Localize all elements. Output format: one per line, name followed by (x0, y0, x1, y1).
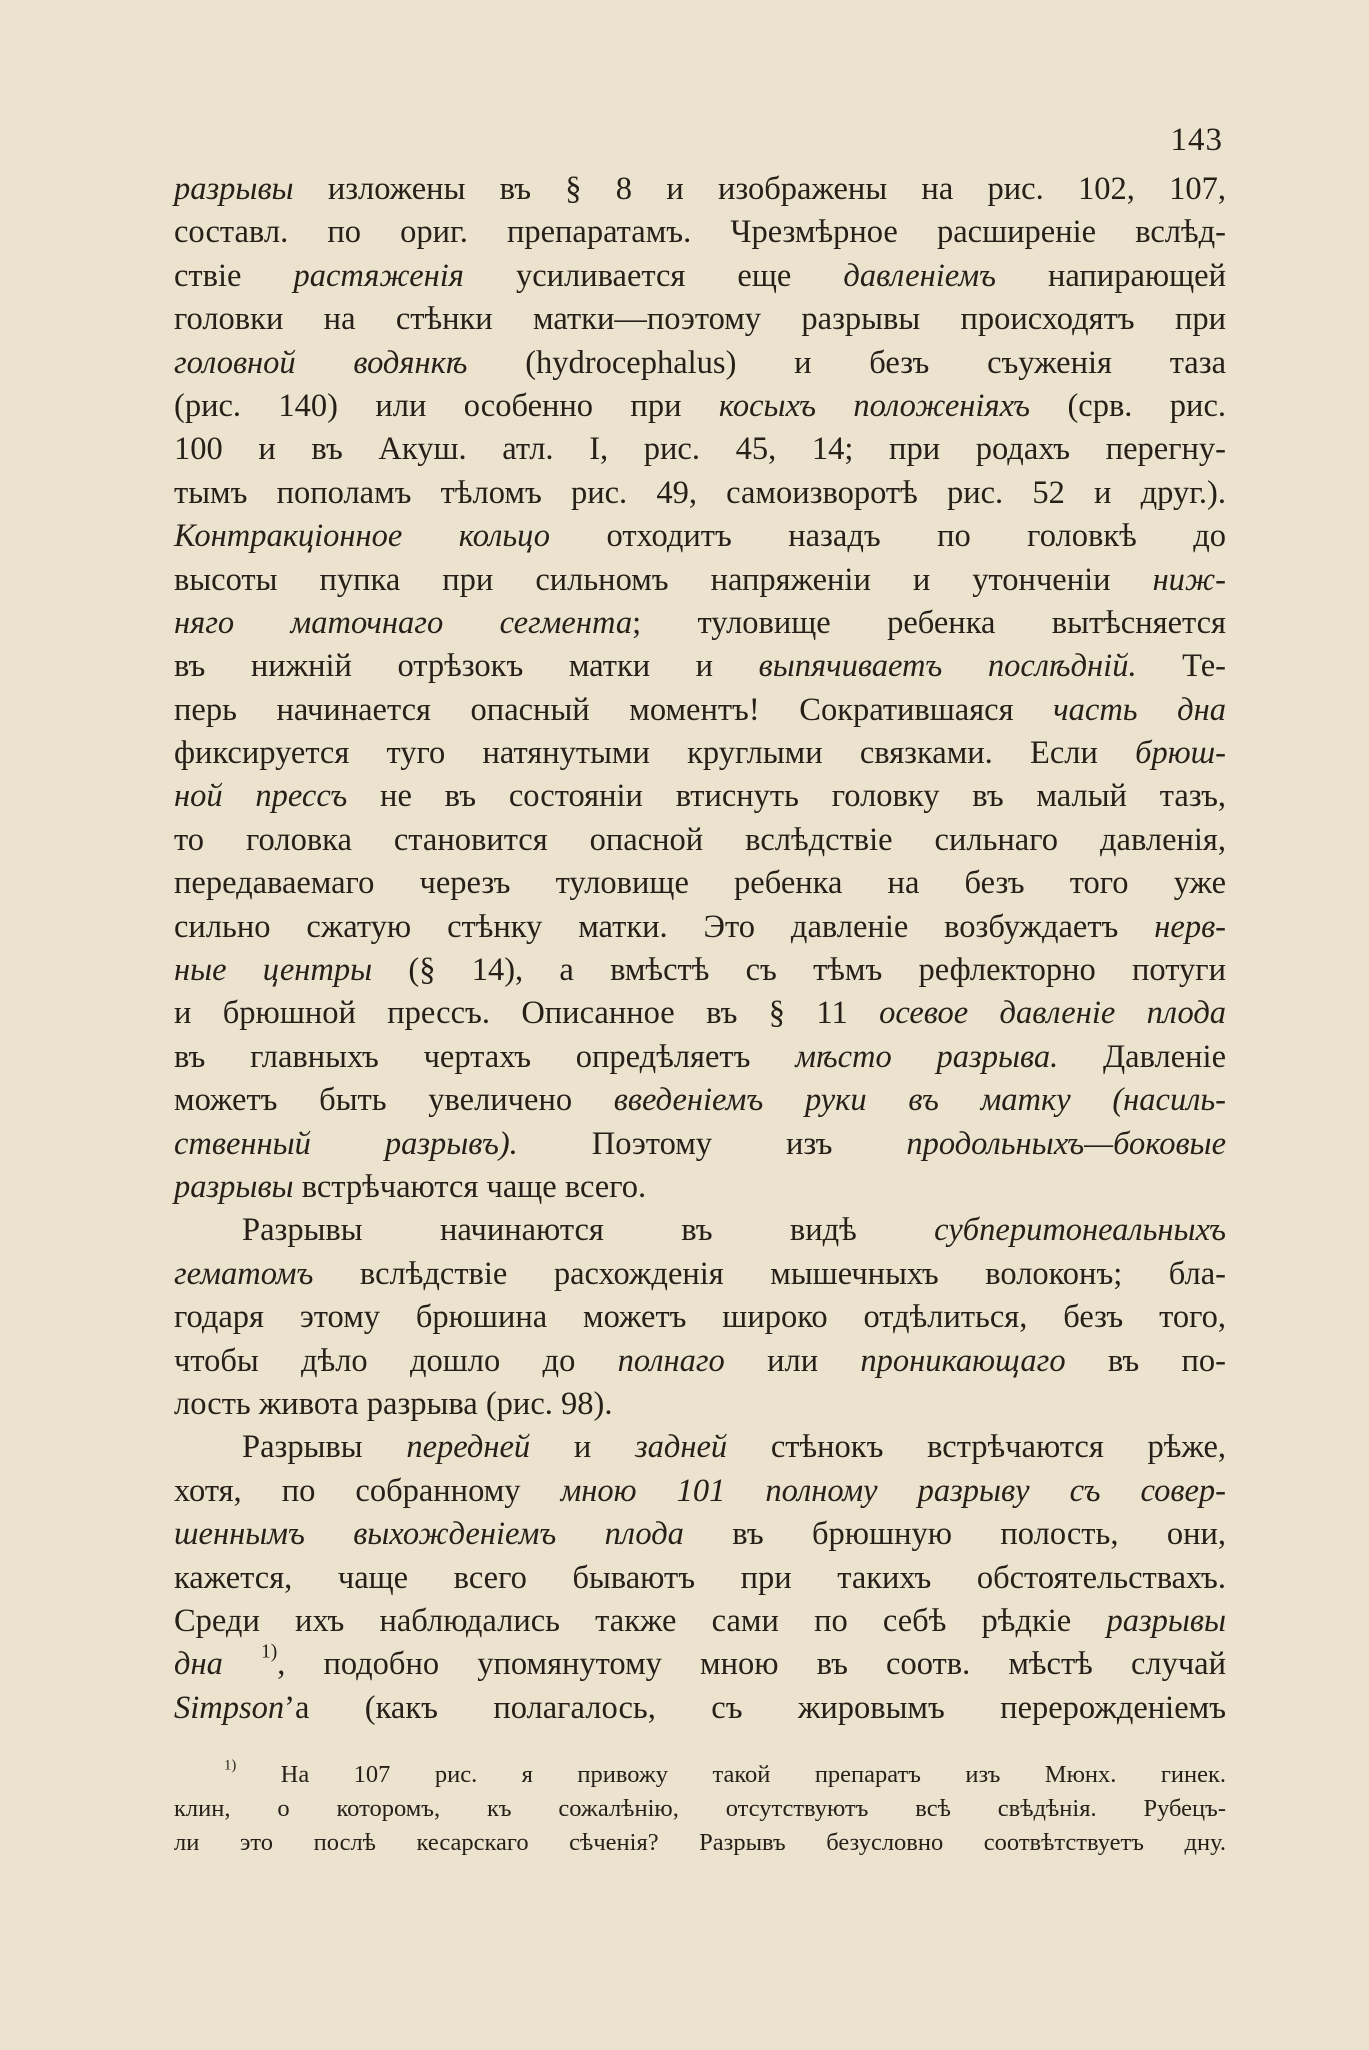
text-span: можетъ быть увеличено (174, 1082, 614, 1119)
text-span: и (530, 1429, 635, 1466)
emphasis-text: Simpson (174, 1689, 285, 1726)
text-span: 100 и въ Акуш. атл. I, рис. 45, 14; при родахъ перегну- (174, 431, 1226, 468)
emphasis-text: выпячиваетъ послѣдній. (758, 648, 1137, 685)
text-line (174, 385, 1226, 428)
emphasis-text: косыхъ положеніяхъ (718, 387, 1031, 424)
text-line (174, 1123, 1226, 1166)
text-span: усиливается еще (463, 257, 844, 294)
text-span: (срв. рис. (1030, 387, 1226, 424)
text-line (174, 1600, 1226, 1643)
text-line (174, 211, 1226, 254)
emphasis-text: разрывы (174, 1168, 294, 1205)
emphasis-text: введеніемъ руки въ матку (насиль- (613, 1082, 1226, 1119)
text-span: и брюшной прессъ. Описанное въ § 11 (174, 995, 880, 1032)
text-line (174, 1036, 1226, 1079)
text-span: (§ 14), а вмѣстѣ съ тѣмъ рефлекторно потуги (372, 952, 1226, 989)
text-span: лость живота разрыва (рис. 98). (174, 1385, 613, 1422)
emphasis-text: Контракціонное кольцо (174, 518, 551, 555)
text-span: или (724, 1342, 861, 1379)
emphasis-text: давленіемъ (843, 257, 996, 294)
text-span: въ главныхъ чертахъ опредѣляетъ (174, 1038, 796, 1075)
text-line (174, 342, 1226, 385)
text-span: (hydrocephalus) и безъ съуженія таза (467, 344, 1226, 381)
text-span: Поэтому изъ (517, 1125, 907, 1162)
text-span: хотя, по собранному (174, 1472, 561, 1509)
text-span: составл. по ориг. препаратамъ. Чрезмѣрное расширеніе вслѣд- (174, 214, 1226, 251)
emphasis-text: разрывы (174, 171, 294, 207)
text-line (174, 732, 1226, 775)
text-span: ; туловище ребенка вытѣсняется (632, 604, 1226, 641)
text-line (174, 819, 1226, 862)
text-line (174, 1643, 1226, 1686)
emphasis-text: нерв- (1154, 908, 1226, 945)
text-line (174, 689, 1226, 732)
text-line (174, 1426, 1226, 1469)
emphasis-text: гематомъ (174, 1255, 314, 1292)
text-span: то головка становится опасной вслѣдствіе сильнаго давленія, (174, 821, 1226, 858)
emphasis-text: растяженія (293, 257, 464, 294)
text-span: Разрывы (242, 1429, 407, 1466)
text-span: напирающей (995, 257, 1227, 294)
text-span: клин, о которомъ, къ сожалѣнію, отсутствуютъ всѣ свѣдѣнія. Рубецъ- (174, 1795, 1226, 1822)
emphasis-text: шеннымъ выхожденіемъ плода (174, 1516, 684, 1553)
text-span: Те- (1136, 648, 1226, 685)
text-line (174, 1687, 1226, 1730)
text-line (174, 298, 1226, 341)
text-line (174, 949, 1226, 992)
footnote-line (174, 1758, 1226, 1792)
text-span: ли это послѣ кесарскаго сѣченія? Разрывъ безусловно соотвѣтствуетъ дну. (174, 1829, 1226, 1856)
text-span: головки на стѣнки матки—поэтому разрывы происходятъ при (174, 301, 1226, 338)
emphasis-text: няго маточнаго сегмента (174, 604, 633, 641)
footnotes (174, 1758, 1226, 1860)
text-span: Давленіе (1058, 1038, 1226, 1075)
text-line (174, 1513, 1226, 1556)
emphasis-text: субперитонеальныхъ (934, 1212, 1226, 1249)
text-line (174, 645, 1226, 688)
text-span: Разрывы начинаются въ видѣ (242, 1212, 935, 1249)
text-line (174, 1296, 1226, 1339)
emphasis-text: ственный разрывъ). (174, 1125, 518, 1162)
text-span: чтобы дѣло дошло до (174, 1342, 618, 1379)
emphasis-text: ной прессъ (174, 778, 348, 815)
emphasis-text: задней (634, 1429, 728, 1466)
text-span: встрѣчаются чаще всего. (293, 1168, 647, 1205)
text-line (174, 168, 1226, 211)
emphasis-text: часть дна (1053, 691, 1226, 728)
text-line (174, 1470, 1226, 1513)
text-line (174, 428, 1226, 471)
footnote-line (174, 1792, 1226, 1826)
text-span: въ брюшную полость, они, (683, 1516, 1226, 1553)
text-span: передаваемаго черезъ туловище ребенка на безъ того уже (174, 865, 1226, 902)
text-span: сильно сжатую стѣнку матки. Это давленіе возбуждаетъ (174, 908, 1155, 945)
text-line (174, 1557, 1226, 1600)
text-line (174, 559, 1226, 602)
text-span: ствіе (174, 257, 294, 294)
text-line (174, 1340, 1226, 1383)
emphasis-text: передней (406, 1429, 531, 1466)
body-text (174, 168, 1226, 1730)
emphasis-text: проникающаго (860, 1342, 1066, 1379)
emphasis-text: головной водянкѣ (174, 344, 468, 381)
emphasis-text: осевое давленіе плода (879, 995, 1227, 1032)
text-line (174, 1166, 1226, 1209)
text-span: высоты пупка при сильномъ напряженіи и утонченіи (174, 561, 1153, 598)
text-line (174, 602, 1226, 645)
text-line (174, 1079, 1226, 1122)
footnote-line (174, 1826, 1226, 1860)
text-span: въ по- (1065, 1342, 1226, 1379)
text-span: въ нижній отрѣзокъ матки и (174, 648, 759, 685)
text-span: отходитъ назадъ по головкѣ до (550, 518, 1227, 555)
footnote-marker: 1) (260, 1641, 278, 1663)
text-line (174, 1383, 1226, 1426)
emphasis-text: мѣсто разрыва. (795, 1038, 1059, 1075)
text-span: годаря этому брюшина можетъ широко отдѣлиться, безъ того, (174, 1299, 1226, 1336)
text-line (174, 1253, 1226, 1296)
text-line (174, 255, 1226, 298)
text-line (174, 992, 1226, 1035)
text-span: стѣнокъ встрѣчаются рѣже, (727, 1429, 1227, 1466)
text-line (174, 1209, 1226, 1252)
emphasis-text: ниж- (1152, 561, 1226, 598)
emphasis-text: дна (174, 1646, 223, 1683)
page-number: 143 (1170, 122, 1223, 158)
text-span: (рис. 140) или особенно при (174, 387, 719, 424)
text-span: Среди ихъ наблюдались также сами по себѣ рѣдкіе (174, 1602, 1107, 1639)
emphasis-text: продольныхъ—боковые (906, 1125, 1226, 1162)
emphasis-text: полнаго (617, 1342, 725, 1379)
text-line (174, 515, 1226, 558)
text-line (174, 862, 1226, 905)
text-span: фиксируется туго натянутыми круглыми связками. Если (174, 735, 1136, 772)
text-span: перь начинается опасный моментъ! Сократившаяся (174, 691, 1054, 728)
text-span: изложены въ § 8 и изображены на рис. 102, 107, (293, 171, 1226, 207)
footnote-marker: 1) (224, 1757, 237, 1774)
emphasis-text: ные центры (174, 952, 373, 989)
text-span: не въ состояніи втиснуть головку въ малый тазъ, (347, 778, 1226, 815)
text-span: тымъ пополамъ тѣломъ рис. 49, самоизворотѣ рис. 52 и друг.). (174, 474, 1226, 511)
text-span: ’а (какъ полагалось, съ жировымъ перерожденіемъ (284, 1689, 1226, 1726)
text-span: вслѣдствіе расхожденія мышечныхъ волоконъ; бла- (313, 1255, 1226, 1292)
text-span: кажется, чаще всего бываютъ при такихъ обстоятельствахъ. (174, 1559, 1226, 1596)
text-line (174, 775, 1226, 818)
emphasis-text: мною 101 полному разрыву съ совер- (560, 1472, 1226, 1509)
text-line (174, 472, 1226, 515)
emphasis-text: разрывы (1106, 1602, 1226, 1639)
text-span: , подобно упомянутому мною въ соотв. мѣстѣ случай (277, 1646, 1227, 1683)
text-span: На 107 рис. я привожу такой препаратъ изъ Мюнх. гинек. (236, 1761, 1226, 1788)
text-line (174, 906, 1226, 949)
emphasis-text: брюш- (1135, 735, 1226, 772)
text-span (223, 1646, 261, 1682)
